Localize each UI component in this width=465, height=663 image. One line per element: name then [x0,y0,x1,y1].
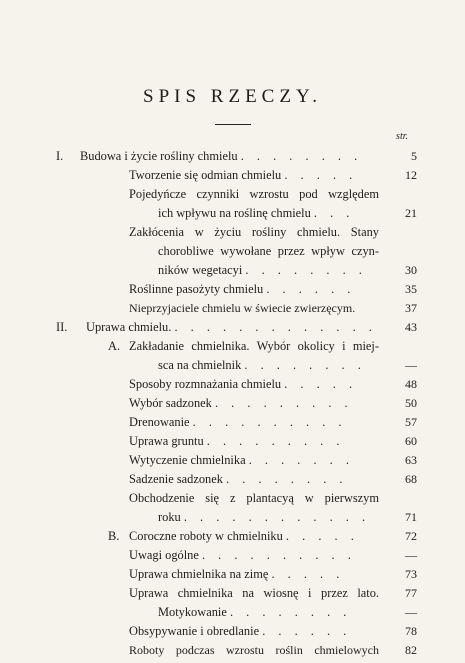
toc-entry [0,280,465,299]
toc-entry [0,204,465,223]
entry-page: 30 [405,263,417,277]
toc-entry [0,641,465,660]
entry-page: 50 [405,396,417,410]
section-numeral: I. [56,149,64,163]
entry-text: Uprawa chmielnika na wiosnę i przez lato. [129,586,379,600]
toc-entry [0,622,465,641]
entry-text: Coroczne roboty w chmielniku . . . . . [129,529,359,543]
entry-text: Roślinne pasożyty chmielu . . . . . . [129,282,356,296]
toc-entry [0,166,465,185]
toc-entry [0,546,465,565]
entry-text: Obchodzenie się z plantacyą w pierwszym [129,491,379,505]
entry-page: — [405,548,417,562]
entry-text: Sposoby rozmnażania chmielu . . . . . [129,377,358,391]
toc-entry [0,394,465,413]
entry-page: 37 [405,301,417,315]
entry-page: 71 [405,510,417,524]
toc-entry [0,185,465,204]
toc-entry [0,451,465,470]
entry-text: Pojedyńcze czynniki wzrostu pod względem [129,187,379,201]
toc-entry [0,565,465,584]
toc-entry [0,527,465,546]
toc-entry [0,299,465,318]
toc-entry [0,432,465,451]
subsection-letter: B. [108,529,120,543]
toc-entry [0,223,465,242]
entry-text: Sadzenie sadzonek . . . . . . . . [129,472,348,486]
entry-text: Tworzenie się odmian chmielu . . . . . [129,168,358,182]
entry-text: Drenowanie . . . . . . . . . . [129,415,347,429]
entry-text: Uwagi ogólne . . . . . . . . . . [129,548,356,562]
entry-page: 35 [405,282,417,296]
entry-page: 82 [405,643,417,657]
toc-entry [0,318,465,337]
entry-text: Obsypywanie i obredlanie . . . . . . [129,624,352,638]
entry-text: ich wpływu na roślinę chmielu . . . [158,206,355,220]
entry-text: Zakładanie chmielnika. Wybór okolicy i miej- [129,339,379,353]
toc-entry [0,356,465,375]
entry-page: — [405,605,417,619]
entry-page: 78 [405,624,417,638]
entry-text: Nieprzyjaciele chmielu w świecie zwierzęcym. [129,301,356,315]
toc-entry [0,413,465,432]
entry-page: 77 [405,586,417,600]
toc-entry [0,603,465,622]
entry-page: 48 [405,377,417,391]
page-column-label: str. [396,131,408,142]
entry-page: 43 [405,320,417,334]
section-numeral: II. [56,320,68,334]
toc-entry [0,375,465,394]
entry-page: 63 [405,453,417,467]
toc-entry [0,584,465,603]
entry-text: roku . . . . . . . . . . . . [158,510,371,524]
entry-text: Zakłócenia w życiu rośliny chmielu. Stany [129,225,379,239]
entry-page: 21 [405,206,417,220]
entry-text: Uprawa chmielnika na zimę . . . . . [129,567,345,581]
page-title: SPIS RZECZY. [143,86,322,107]
entry-text: Wybór sadzonek . . . . . . . . . [129,396,353,410]
toc-entry [0,489,465,508]
entry-text: Wytyczenie chmielnika . . . . . . . [129,453,354,467]
title-divider [215,124,251,125]
entry-page: 73 [405,567,417,581]
entry-text: chorobliwe wywołane przez wpływ czyn- [158,244,379,258]
toc-entry [0,337,465,356]
toc-entry [0,470,465,489]
entry-page: 72 [405,529,417,543]
entry-text: Uprawa chmielu. . . . . . . . . . . . . . [86,320,377,334]
entry-text: Budowa i życie rośliny chmielu . . . . . . . . [80,149,363,163]
entry-page: 5 [411,149,417,163]
entry-text: ników wegetacyi . . . . . . . . [158,263,367,277]
toc-entry [0,147,465,166]
toc-entry [0,242,465,261]
toc-entry [0,508,465,527]
entry-text: Uprawa gruntu . . . . . . . . . [129,434,345,448]
entry-page: — [405,358,417,372]
entry-page: 60 [405,434,417,448]
toc-entry [0,261,465,280]
entry-page: 57 [405,415,417,429]
entry-page: 12 [405,168,417,182]
entry-text: Motykowanie . . . . . . . . [158,605,352,619]
entry-text: sca na chmielnik . . . . . . . . [158,358,366,372]
entry-text: Roboty podczas wzrostu roślin chmielowych [129,643,379,657]
entry-page: 68 [405,472,417,486]
subsection-letter: A. [108,339,121,353]
